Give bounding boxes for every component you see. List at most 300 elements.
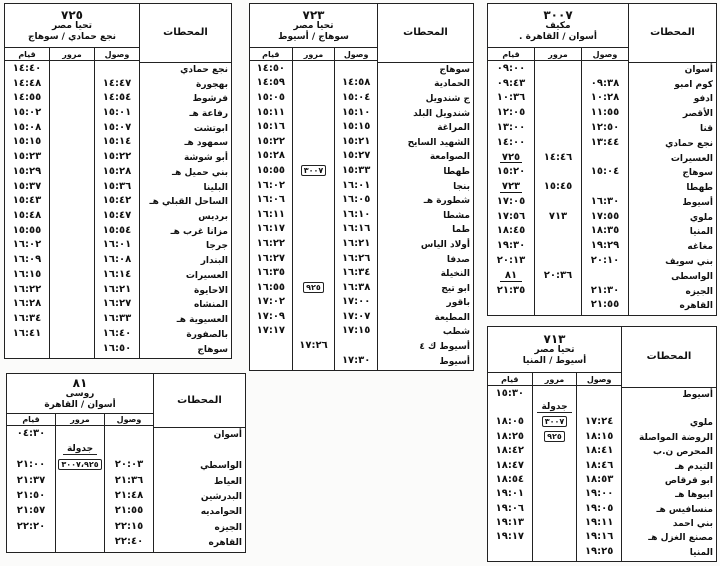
arrive-time: ١٩:٠٠ [584,488,614,500]
arrive-time: ١٥:٢٧ [341,150,371,162]
pass-time [293,236,335,251]
arrive-time: ٢١:٥٥ [114,505,144,517]
depart-time: ١٦:٢٨ [12,298,42,310]
pass-time [56,426,104,441]
pass-time [293,134,335,149]
pass-time [533,501,577,515]
station-name: البلينا [203,182,228,193]
arrive-time: ١٥:٢١ [341,135,371,147]
depart-time [5,341,49,356]
column-headers [488,373,621,386]
arrive-time [582,268,628,283]
depart-time: ٢١:٣٥ [496,284,526,296]
depart-time: ١٢:٠٥ [496,107,526,119]
arrive-column [105,426,153,552]
timetable-3007 [487,3,717,316]
pass-header: مرور [532,373,578,385]
depart-column [488,61,535,315]
pass-time [50,282,94,297]
pass-time [533,444,577,458]
arrive-time [582,179,628,194]
train-route: نجع حمادي / سوهاج [27,31,117,42]
arrive-time: ١٥:٠٤ [590,166,620,178]
pass-time [533,458,577,472]
stations-list [629,63,716,316]
pass-time [293,207,335,222]
arrive-time: ١٨:٤١ [584,445,614,457]
pass-time [293,163,335,178]
times-grid [7,426,153,552]
depart-time: ١٥:٢٢ [256,135,286,147]
depart-time: ١٤:٥٠ [256,62,286,74]
pass-time [50,135,94,150]
depart-time: ٢١:٥٠ [16,489,46,501]
pass-time [535,283,581,298]
arrive-time: ١٦:٣٠ [590,195,620,207]
station-name: سوهاج [197,344,228,355]
station-name: شطب [442,327,470,338]
depart-time: ١٦:٠٩ [12,254,42,266]
station-name: مغاغه [687,242,713,253]
arrive-time: ٢١:٣٠ [590,284,620,296]
arrive-time: ٢٢:١٥ [114,520,144,532]
depart-time: ١٦:٢٢ [12,283,42,295]
arrive-header: وصول [592,49,618,59]
station-name: الحوامديه [200,507,242,518]
train-number: ٣٠٠٧ [543,7,573,22]
station-name: الشهيد السايح [407,137,470,148]
train-columns [488,327,621,561]
station-name: الجيزه [214,522,242,533]
station-name: ابو تيج [441,283,470,294]
depart-time: ١٦:٠٢ [12,239,42,251]
pass-time [50,149,94,164]
pass-column [293,61,336,370]
train-columns [250,4,377,370]
station-name: مزانا غرب هـ [170,226,228,237]
station-name: مشطا [443,210,470,221]
pass-time [50,238,94,253]
times-grid [488,386,621,561]
column-headers [250,48,377,61]
train-header [7,374,153,414]
depart-time: ١٨:٤٢ [495,445,525,457]
train-class: تحيا مصر [51,20,93,31]
train-class: روسى [65,388,95,399]
train-columns [488,4,628,315]
station-name: طهطا [686,183,713,194]
arrive-time: ١٥:٥٤ [102,224,132,236]
arrive-time: ٢١:٤٨ [114,489,144,501]
station-name: مصنع الغزل هـ [648,533,713,544]
crossing-train-ref: ٩٢٥ [544,431,565,442]
arrive-time: ١٧:٥٥ [590,210,620,222]
stations-header: المحطات [140,4,231,63]
station-name: التيدم هـ [674,461,713,472]
station-name: العسيرات [185,270,228,281]
train-header [5,4,139,48]
depart-time: ١٣:٠٠ [496,122,526,134]
stations-header: المحطات [154,374,245,428]
arrive-time: ١٦:٠١ [102,239,132,251]
depart-time: ١٨:٥٤ [495,473,525,485]
depart-time: ١٥:٠٥ [256,91,286,103]
pass-time [535,61,581,76]
station-name: برديس [198,212,228,223]
pass-time [535,298,581,313]
station-name: المنيا [689,547,713,558]
station-name: بنجا [453,181,470,192]
stations-column [621,327,716,561]
empty-cell [577,400,621,414]
pass-time [293,178,335,193]
pass-time [293,309,335,324]
empty-cell [105,441,153,456]
station-name: سمهود هـ [184,138,228,149]
depart-time: ١٧:٥٦ [496,210,526,222]
train-header [488,4,628,48]
arrive-time: ١٥:٣٣ [341,164,371,176]
arrive-time: ١٧:٢٤ [584,416,614,428]
arrive-time [582,61,628,76]
depart-time: ١٩:٠٦ [495,502,525,514]
arrive-time: ١٨:٥٣ [584,473,614,485]
depart-time: ١٦:٥٥ [256,281,286,293]
depart-time: ١٩:٠١ [495,488,525,500]
depart-time: ٠٩:٠٠ [496,62,526,74]
arrive-time: ١٦:٤٠ [102,327,132,339]
station-name: ج شندويل [425,93,470,104]
pass-time: ١٤:٤٦ [543,151,573,163]
station-name: طما [452,225,470,236]
depart-header: قيام [22,415,40,424]
depart-time: ١٥:٤٣ [12,195,42,207]
pass-header: مرور [534,48,582,60]
pass-time [293,61,335,76]
arrive-time: ١٦:٢٦ [341,252,371,264]
arrive-time [95,61,139,76]
stations-list [378,63,473,371]
station-name: البندار [200,256,228,267]
train-columns [7,374,153,552]
pass-time [533,386,577,400]
pass-time [293,265,335,280]
pass-time [50,311,94,326]
depart-time: ١٥:٢٠ [496,166,526,178]
depart-time: ١٨:٢٥ [495,430,525,442]
pass-time [50,179,94,194]
depart-time: ١٠:٣٦ [496,92,526,104]
depart-time: ١٥:٤٨ [12,210,42,222]
station-name: سوهاج [682,168,713,179]
station-name: القاهره [208,538,242,549]
depart-column [5,61,50,358]
separator-label: جدولة [537,402,571,413]
station-name: الحمادية [434,79,470,90]
arrive-time: ١٧:٠٧ [341,310,371,322]
pass-time [535,238,581,253]
pass-time [56,534,104,549]
stations-list [622,388,716,562]
pass-time [535,224,581,239]
crossing-train-ref: ٣٠٠٧،٩٢٥ [58,459,101,470]
depart-time: ١٥:٣٧ [12,180,42,192]
arrive-time: ١٦:١٤ [102,268,132,280]
station-name: صدفا [446,254,470,265]
pass-column [535,61,582,315]
arrive-time: ١٦:٢١ [102,283,132,295]
depart-time: ١٩:٣٠ [496,240,526,252]
arrive-time: ١٥:٢٢ [102,151,132,163]
depart-time: ١٥:٢٨ [256,150,286,162]
depart-time: ١٤:٥٥ [12,92,42,104]
pass-time [533,515,577,529]
arrive-time: ١٥:٣٦ [102,180,132,192]
arrive-time [335,338,377,353]
station-name: بني سويف [665,257,713,268]
arrive-time: ١٤:٥٨ [341,77,371,89]
arrive-time: ١٦:١٠ [341,208,371,220]
train-route: أسوان / القاهرة . [519,31,597,42]
station-name: بهجورة [196,79,228,90]
pass-time [56,472,104,487]
arrive-time: ١١:٥٥ [590,107,620,119]
station-name: العسيوية هـ [176,315,228,326]
station-name: باقور [446,298,470,309]
arrive-column [577,386,621,561]
pass-header: مرور [292,48,336,60]
depart-time: ١٨:٤٥ [496,225,526,237]
arrive-time: ١٨:١٥ [584,430,614,442]
depart-header: قيام [262,49,280,59]
stations-column [628,4,716,315]
arrive-header: وصول [116,415,142,424]
crossing-train-ref: ٣٠٠٧ [301,165,327,176]
schedule-separator [56,441,104,456]
timetable-723 [249,3,474,371]
pass-column [533,386,578,561]
train-class: مكيف [545,20,571,31]
stations-column [153,374,245,552]
arrive-time: ١٦:٢١ [341,237,371,249]
pass-time [56,488,104,503]
column-headers [7,414,153,426]
depart-time: ١٥:١٦ [256,121,286,133]
timetable-725 [4,3,232,359]
station-name: فرشوط [192,94,228,105]
station-name: ملوي [689,418,713,429]
depart-time: ١٤:٤٨ [12,77,42,89]
train-route: سوهاج / أسيوط [278,31,349,42]
pass-time [56,457,104,472]
station-name: العياط [214,476,242,487]
separator-spacer [154,443,245,458]
station-name: المنيا [689,227,713,238]
train-route: أسوان / القاهرة [44,399,116,410]
arrive-header: وصول [343,49,369,59]
station-name: أسيوط [682,389,713,400]
pass-time [293,76,335,91]
train-class: تحيا مصر [293,20,334,31]
pass-time [293,251,335,266]
pass-time [50,105,94,120]
depart-time: ١٧:٠٥ [496,195,526,207]
pass-header: مرور [49,48,95,60]
train-header [250,4,377,48]
arrive-time [582,150,628,165]
depart-time: ١٦:٣٥ [256,267,286,279]
arrive-time: ١٩:٢٩ [590,240,620,252]
depart-column [7,426,56,552]
arrive-time: ١٨:٤٦ [584,459,614,471]
depart-time: ١٥:٥٥ [12,224,42,236]
arrive-time: ١٦:٥٠ [102,342,132,354]
train-number: ٧٢٣ [302,7,325,22]
station-name: شطورة هـ [423,196,470,207]
pass-time [50,193,94,208]
station-name: بني حميل هـ [172,167,228,178]
station-name: جرجا [206,241,228,252]
depart-time: ٨١ [488,268,534,283]
train-route: أسيوط / المنيا [522,355,587,366]
arrive-time: ٢١:٥٥ [590,299,620,311]
station-name: أسوان [213,430,242,441]
depart-header: قيام [18,49,36,59]
timetable-713 [487,326,717,562]
depart-time: ١٧:٠٩ [256,310,286,322]
separator-label: جدولة [63,444,97,455]
station-name: ابوتشت [193,123,228,134]
depart-time: ١٥:١١ [256,106,286,118]
pass-time [535,194,581,209]
depart-time: ٠٤:٣٠ [16,428,46,440]
pass-column [56,426,105,552]
depart-time [488,298,534,313]
pass-time [50,297,94,312]
times-grid [488,61,628,315]
pass-time [50,208,94,223]
pass-time [293,295,335,310]
station-name: أبو شوشة [183,153,228,164]
depart-time: ١٥:٠٨ [12,121,42,133]
schedule-separator [533,400,577,414]
arrive-time: ١٧:٠٠ [341,296,371,308]
station-name: الساحل القبلي هـ [149,197,228,208]
arrive-time: ١٢:٥٠ [590,122,620,134]
pass-time [293,119,335,134]
station-name: المراغة [437,123,470,134]
arrive-time [105,426,153,441]
station-name: المحرص ن.ب [653,447,713,458]
arrive-time: ١٥:٠٧ [102,121,132,133]
depart-time: ١٦:٠٢ [256,179,286,191]
separator-spacer [622,402,716,416]
arrive-time: ١٣:٤٤ [590,136,620,148]
pass-time [535,105,581,120]
pass-time [293,192,335,207]
station-name: شندويل البلد [413,108,470,119]
arrive-time: ١٦:٣٤ [341,267,371,279]
depart-time: ١٦:٠٦ [256,194,286,206]
pass-time [533,544,577,558]
station-name: ملوي [689,212,713,223]
arrive-time: ١٥:٤٧ [102,210,132,222]
arrive-time: ١٦:٣٨ [341,281,371,293]
times-grid [5,61,139,358]
arrive-time: ١٥:٠١ [102,107,132,119]
depart-time [488,544,532,558]
station-name: أسيوط ك ٤ [419,342,470,353]
depart-time: ٢٢:٢٠ [16,520,46,532]
depart-column [250,61,293,370]
pass-time [50,120,94,135]
pass-time [50,267,94,282]
station-name: بني احمد [672,519,713,530]
depart-time: ١٥:٣٠ [495,387,525,399]
arrive-time: ١٧:٣٠ [341,354,371,366]
arrive-time: ١٩:١١ [584,517,614,529]
pass-time [535,91,581,106]
arrive-time: ١٥:٢٨ [102,165,132,177]
arrive-column [582,61,628,315]
depart-time: ٢٠:١٣ [496,255,526,267]
stations-header: المحطات [378,4,473,63]
pass-time [293,149,335,164]
pass-time [50,76,94,91]
pass-time: ١٥:٤٥ [543,181,573,193]
depart-time: ١٧:٠٢ [256,296,286,308]
train-number: ٨١ [72,375,88,390]
stations-list [140,63,231,359]
depart-time: ١٦:١١ [256,208,286,220]
column-headers [488,48,628,61]
depart-time: ١٩:١٣ [495,517,525,529]
station-name: الصوامعة [429,152,470,163]
depart-time: ١٥:٠٢ [12,107,42,119]
depart-time: ١٨:٤٧ [495,459,525,471]
depart-time: ١٦:٤١ [12,327,42,339]
arrive-time: ١٦:٠١ [341,179,371,191]
pass-time: ٧١٣ [548,210,568,222]
arrive-time: ١٥:١٥ [341,121,371,133]
station-name: الواسطى [671,271,713,282]
station-name: نجع حمادي [180,64,228,75]
depart-time: ١٥:١٥ [12,136,42,148]
pass-time: ١٧:٢٦ [299,340,328,352]
timetable-81 [6,373,246,553]
arrive-time: ٢٠:٠٣ [114,459,144,471]
depart-time: ١٦:٢٢ [256,237,286,249]
arrive-time: ١٧:١٥ [341,325,371,337]
station-name: كوم امبو [674,79,713,90]
depart-time: ١٥:٢٣ [12,151,42,163]
train-class: تحيا مصر [534,344,575,355]
arrive-time: ١٤:٤٧ [102,77,132,89]
station-name: أولاد الياس [420,239,470,250]
depart-time: ٢١:٥٧ [16,505,46,517]
depart-header: قيام [501,374,519,384]
crossing-train-ref: ٣٠٠٧ [542,416,568,427]
depart-time [250,353,292,368]
depart-time: ١٦:٢٧ [256,252,286,264]
pass-time [533,415,577,429]
pass-time [50,90,94,105]
column-headers [5,48,139,61]
arrive-time: ٢٢:٤٠ [114,536,144,548]
arrive-time: ١٨:٣٥ [590,225,620,237]
station-name: أسيوط [439,356,470,367]
depart-time: ١٦:٣٤ [12,313,42,325]
